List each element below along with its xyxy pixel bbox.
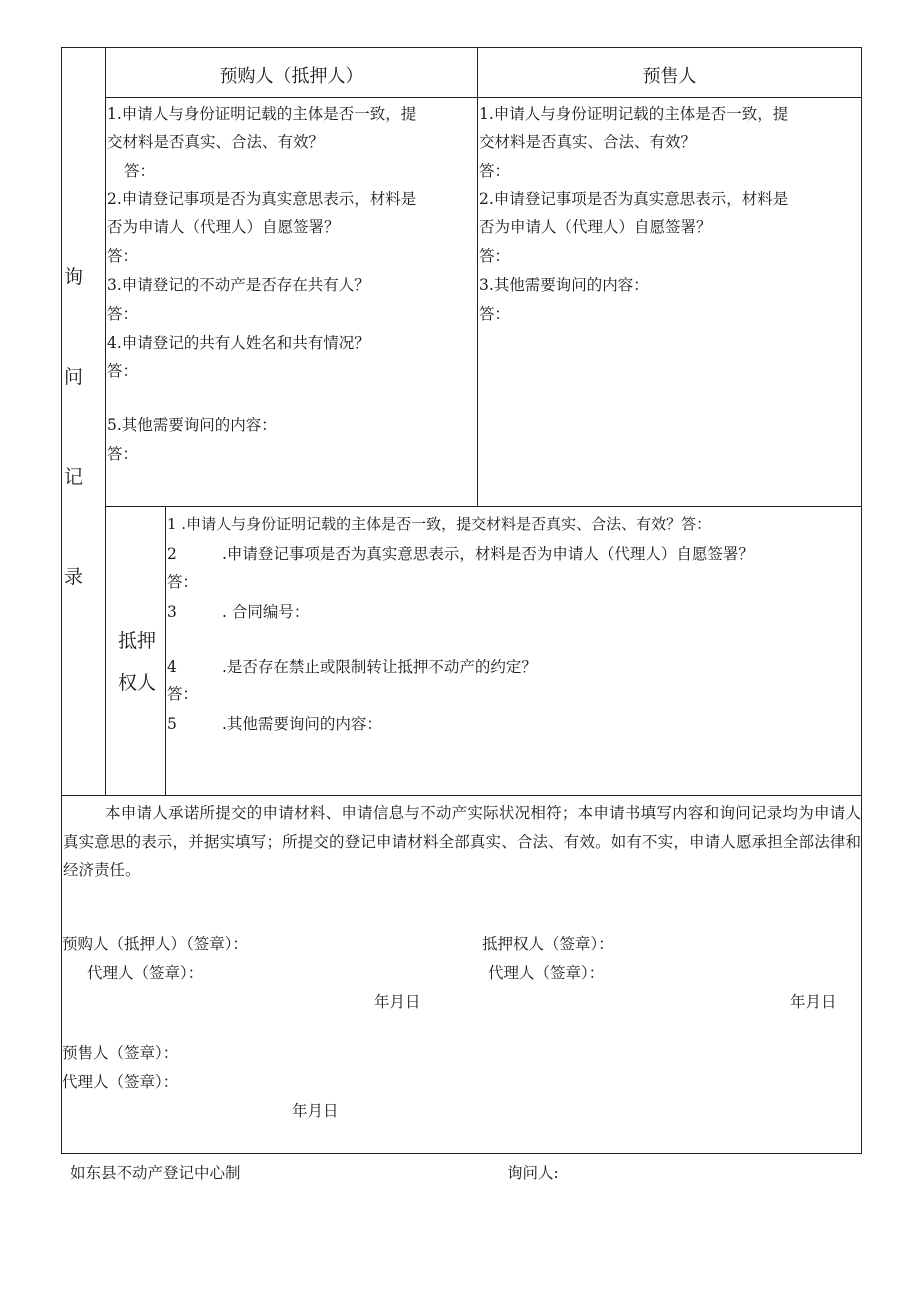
buyer-question-line: 2.申请登记事项是否为真实意思表示，材料是 [107, 190, 417, 208]
mortgagee-question-5: .其他需要询问的内容： [222, 715, 382, 733]
mortgagee-agent-signature-label: 代理人（签章）： [488, 964, 605, 982]
buyer-answer-line: 答： [107, 247, 139, 265]
section-label-char: 记 [64, 466, 84, 488]
buyer-column-header: 预购人（抵押人） [219, 66, 364, 87]
seller-question-line: 3.其他需要询问的内容： [479, 276, 649, 294]
mortgagee-answer: 答： [167, 685, 199, 703]
section-label-char: 询 [64, 266, 84, 288]
seller-answer-line: 答： [479, 162, 511, 180]
inquirer-label: 询问人: [507, 1164, 559, 1182]
buyer-question-line: 否为申请人（代理人）自愿签署？ [107, 218, 340, 236]
buyer-answer-line: 答： [107, 305, 139, 323]
mortgagee-question-4: .是否存在禁止或限制转让抵押不动产的约定？ [222, 658, 537, 676]
mortgagee-answer: 答： [167, 573, 199, 591]
seller-column-header: 预售人 [642, 66, 697, 87]
seller-signature-label: 预售人（签章）： [62, 1044, 179, 1062]
buyer-question-line: 交材料是否真实、合法、有效？ [107, 133, 325, 151]
mortgagee-signature-label: 抵押权人（签章）： [482, 935, 614, 953]
buyer-question-line: 1.申请人与身份证明记载的主体是否一致，提 [107, 105, 417, 123]
table-left-border [61, 47, 62, 1154]
seller-question-line: 2.申请登记事项是否为真实意思表示，材料是 [479, 190, 789, 208]
buyer-answer-line: 答： [107, 362, 139, 380]
buyer-seller-divider [477, 47, 478, 507]
mortgagee-label [118, 620, 156, 704]
mortgagee-question-2: .申请登记事项是否为真实意思表示，材料是否为申请人（代理人）自愿签署？ [222, 545, 754, 563]
section-label-char: 录 [64, 566, 84, 588]
declaration-text: 本申请人承诺所提交的申请材料、申请信息与不动产实际状况相符；本申请书填写内容和询问记录均为申请人真实意思的表示，并据实填写；所提交的登记申请材料全部真实、合法、有效。如有不实，申请人愿承担全部法律和经济责任。 [63, 804, 861, 879]
mortgagee-question-1: 1 .申请人与身份证明记载的主体是否一致，提交材料是否真实、合法、有效？答： [167, 515, 712, 533]
mortgagee-label-divider [165, 506, 166, 796]
mortgagee-signature-date: 年月日 [790, 993, 837, 1011]
seller-question-line: 1.申请人与身份证明记载的主体是否一致，提 [479, 105, 789, 123]
mortgagee-label-line: 权人 [118, 672, 157, 694]
buyer-signature-label: 预购人（抵押人）（签章）： [62, 935, 249, 953]
seller-answer-line: 答： [479, 305, 511, 323]
seller-question-line: 交材料是否真实、合法、有效？ [479, 133, 697, 151]
table-bottom-border [61, 1153, 861, 1154]
seller-question-line: 否为申请人（代理人）自愿签署？ [479, 218, 712, 236]
mortgagee-question-3: . 合同编号： [222, 603, 310, 621]
mortgagee-question-number: 2 [167, 545, 177, 563]
table-top-border [61, 47, 861, 48]
buyer-question-line: 5.其他需要询问的内容： [107, 416, 277, 434]
seller-agent-signature-label: 代理人（签章）： [62, 1073, 179, 1091]
table-right-border [861, 47, 862, 1154]
declaration-row-divider [61, 795, 861, 796]
buyer-signature-date: 年月日 [374, 993, 421, 1011]
header-row-divider [105, 97, 861, 98]
seller-answer-line: 答： [479, 247, 511, 265]
mortgagee-question-number: 3 [167, 603, 177, 621]
section-label-char: 问 [64, 366, 84, 388]
buyer-agent-signature-label: 代理人（签章）： [87, 964, 204, 982]
issuer-label: 如东县不动产登记中心制 [70, 1164, 241, 1182]
buyer-answer-line: 答： [107, 445, 139, 463]
buyer-question-line: 3.申请登记的不动产是否存在共有人？ [107, 276, 370, 294]
mortgagee-question-number: 4 [167, 658, 177, 676]
mortgagee-row-divider [105, 506, 861, 507]
mortgagee-label-line: 抵押 [118, 630, 157, 652]
buyer-answer-line: 答： [124, 162, 156, 180]
label-column-divider [105, 47, 106, 796]
mortgagee-question-number: 5 [167, 715, 177, 733]
buyer-question-line: 4.申请登记的共有人姓名和共有情况？ [107, 334, 370, 352]
seller-signature-date: 年月日 [292, 1102, 339, 1120]
